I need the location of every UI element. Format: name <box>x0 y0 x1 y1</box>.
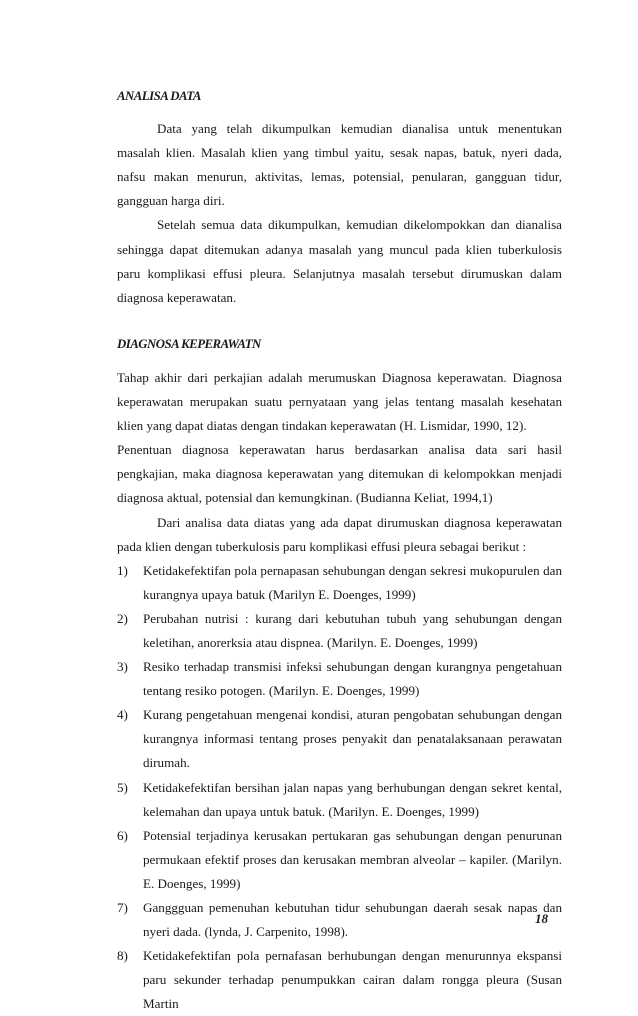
list-item <box>117 703 562 775</box>
list-item-text: Ketidakefektifan pola pernafasan berhubungan dengan menurunnya ekspansi paru sekunder terhadap penumpukkan cairan dalam rongga pleura (Susan Martin <box>143 948 562 1012</box>
list-item-number: 7) <box>117 900 128 915</box>
list-item-number: 1) <box>117 562 128 578</box>
page-number: 18 <box>535 911 548 926</box>
list-item-text: Ketidakefektifan pola pernapasan sehubungan dengan sekresi mukopurulen dan kurangnya upaya batuk (Marilyn E. Doenges, 1999) <box>143 562 562 602</box>
page-content <box>117 84 562 1016</box>
diagnosis-list <box>117 559 562 1016</box>
list-item-number: 2) <box>117 610 128 626</box>
list-item-number: 6) <box>117 827 128 843</box>
analisa-paragraph-2: Setelah semua data dikumpulkan, kemudian dikelompokkan dan dianalisa sehingga dapat ditemukan adanya masalah yang muncul pada klien tuberkulosis paru komplikasi effusi pleura. Selanjutnya masalah tersebut dirumuskan dalam diagnosa keperawatan. <box>117 217 562 305</box>
list-item-number: 8) <box>117 948 128 964</box>
diagnosa-paragraph-3: Dari analisa data diatas yang ada dapat dirumuskan diagnosa keperawatan pada klien dengan tuberkulosis paru komplikasi effusi pleura sebagai berikut : <box>117 514 562 554</box>
list-item-text: Ganggguan pemenuhan kebutuhan tidur sehubungan daerah sesak napas dan nyeri dada. (lynda, J. Carpenito, 1998). <box>143 900 562 940</box>
list-item <box>117 896 562 944</box>
list-item-text: Ketidakefektifan bersihan jalan napas yang berhubungan dengan sekret kental, kelemahan dan upaya untuk batuk. (Marilyn. E. Doenges, 1999) <box>143 779 562 819</box>
list-item <box>117 607 562 655</box>
diagnosa-paragraph-1: Tahap akhir dari perkajian adalah merumuskan Diagnosa keperawatan. Diagnosa keperawatan merupakan suatu pernyataan yang jelas tentang masalah kesehatan klien yang dapat diatas dengan tindakan keperawatan (H. Lismidar, 1990, 12). <box>117 369 562 434</box>
list-item-number: 4) <box>117 707 128 723</box>
list-item-number: 3) <box>117 659 128 675</box>
analisa-paragraph-1: Data yang telah dikumpulkan kemudian dianalisa untuk menentukan masalah klien. Masalah klien yang timbul yaitu, sesak napas, batuk, nyeri dada, nafsu makan menurun, aktivitas, lemas, potensial, penularan, gangguan tidur, gangguan harga diri. <box>117 121 562 209</box>
list-item-text: Resiko terhadap transmisi infeksi sehubungan dengan kurangnya pengetahuan tentang resiko potogen. (Marilyn. E. Doenges, 1999) <box>143 659 562 699</box>
list-item <box>117 944 562 1016</box>
list-item-number: 5) <box>117 779 128 795</box>
list-item <box>117 559 562 607</box>
list-item <box>117 776 562 824</box>
list-item-text: Potensial terjadinya kerusakan pertukaran gas sehubungan dengan penurunan permukaan efektif proses dan kerusakan membran alveolar – kapiler. (Marilyn. E. Doenges, 1999) <box>143 827 562 891</box>
list-item-text: Perubahan nutrisi : kurang dari kebutuhan tubuh yang sehubungan dengan keletihan, anorerksia atau dispnea. (Marilyn. E. Doenges, 1999) <box>143 610 562 650</box>
list-item-text: Kurang pengetahuan mengenai kondisi, aturan pengobatan sehubungan dengan kurangnya informasi tentang proses penyakit dan penatalaksanaan perawatan dirumah. <box>143 707 562 771</box>
list-item <box>117 824 562 896</box>
list-item <box>117 655 562 703</box>
heading-diagnosa-keperawatan: DIAGNOSA KEPERAWATN <box>117 336 261 351</box>
diagnosa-paragraph-2: Penentuan diagnosa keperawatan harus berdasarkan analisa data sari hasil pengkajian, maka diagnosa keperawatan yang ditemukan di kelompokkan menjadi diagnosa aktual, potensial dan kemungkinan. (Budianna Keliat, 1994,1) <box>117 442 562 506</box>
heading-analisa-data: ANALISA DATA <box>117 89 201 103</box>
